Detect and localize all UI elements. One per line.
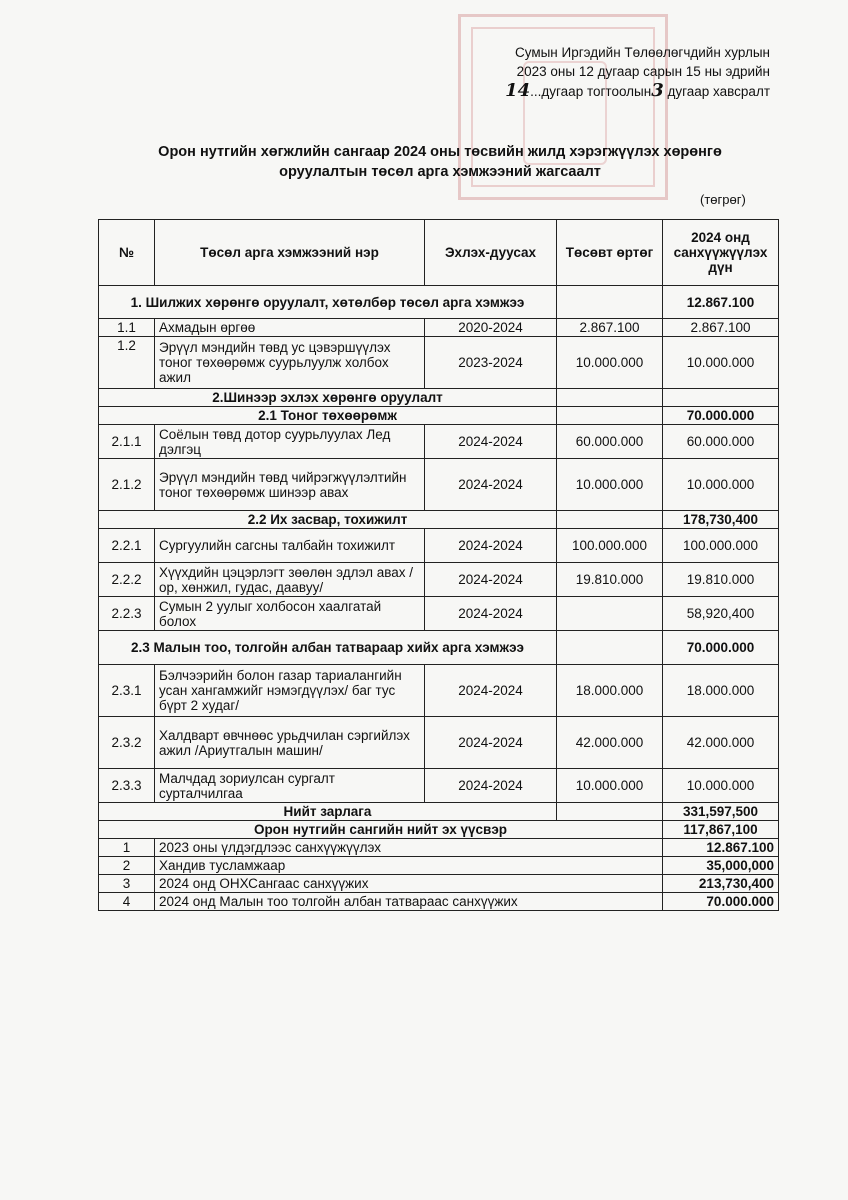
subsection-label: 2.2 Их засвар, тохижилт (99, 511, 557, 529)
row-funding: 10.000.000 (663, 769, 779, 803)
appendix-number: 3 (651, 80, 664, 101)
page-title (100, 142, 780, 182)
table-row (99, 425, 779, 459)
row-cost: 10.000.000 (557, 769, 663, 803)
table-row (99, 319, 779, 337)
empty-cell (557, 286, 663, 319)
total-expense-value: 331,597,500 (663, 803, 779, 821)
row-cost: 100.000.000 (557, 529, 663, 563)
row-no: 2.2.2 (99, 563, 155, 597)
source-value: 12.867.100 (663, 839, 779, 857)
row-name: Хүүхдийн цэцэрлэгт зөөлөн эдлэл авах /ор, хөнжил, гудас, даавуу/ (155, 563, 425, 597)
row-name: Соёлын төвд дотор суурьлуулах Лед дэлгэц (155, 425, 425, 459)
source-name: 2023 оны үлдэгдлээс санхүүжүүлэх (155, 839, 663, 857)
total-source-row (99, 821, 779, 839)
row-period: 2023-2024 (425, 337, 557, 389)
row-funding: 42.000.000 (663, 717, 779, 769)
row-period: 2024-2024 (425, 425, 557, 459)
title-line-1: Орон нутгийн хөгжлийн сангаар 2024 оны төсвийн жилд хэрэгжүүлэх хөрөнгө (158, 144, 722, 160)
col-header-name: Төсөл арга хэмжээний нэр (155, 220, 425, 286)
row-funding: 10.000.000 (663, 337, 779, 389)
table-row (99, 665, 779, 717)
approval-line-2: 2023 оны 12 дугаар сарын 15 ны эдрийн (516, 64, 770, 79)
row-funding: 100.000.000 (663, 529, 779, 563)
total-source-value: 117,867,100 (663, 821, 779, 839)
row-no: 2.1.1 (99, 425, 155, 459)
empty-cell (557, 631, 663, 665)
row-funding: 10.000.000 (663, 459, 779, 511)
empty-cell (557, 389, 663, 407)
row-funding: 58,920,400 (663, 597, 779, 631)
title-line-2: оруулалтын төсөл арга хэмжээний жагсаалт (279, 164, 601, 180)
empty-cell (557, 407, 663, 425)
row-name: Эрүүл мэндийн төвд ус цэвэршүүлэх тоног төхөөрөмж суурьлуулж холбох ажил (155, 337, 425, 389)
row-period: 2020-2024 (425, 319, 557, 337)
total-expense-label: Нийт зарлага (99, 803, 557, 821)
row-period: 2024-2024 (425, 563, 557, 597)
total-source-label: Орон нутгийн сангийн нийт эх үүсвэр (99, 821, 663, 839)
source-name: 2024 онд ОНХСангаас санхүүжих (155, 875, 663, 893)
row-cost: 2.867.100 (557, 319, 663, 337)
source-no: 4 (99, 893, 155, 911)
row-cost: 10.000.000 (557, 337, 663, 389)
row-no: 2.1.2 (99, 459, 155, 511)
row-period: 2024-2024 (425, 597, 557, 631)
row-cost: 18.000.000 (557, 665, 663, 717)
source-name: Хандив тусламжаар (155, 857, 663, 875)
row-name: Эрүүл мэндийн төвд чийрэгжүүлэлтийн тоног төхөөрөмж шинээр авах (155, 459, 425, 511)
row-funding: 2.867.100 (663, 319, 779, 337)
row-cost: 60.000.000 (557, 425, 663, 459)
section-total: 12.867.100 (663, 286, 779, 319)
row-name: Ахмадын өргөө (155, 319, 425, 337)
source-value: 35,000,000 (663, 857, 779, 875)
col-header-no: № (99, 220, 155, 286)
row-period: 2024-2024 (425, 459, 557, 511)
source-value: 213,730,400 (663, 875, 779, 893)
row-no: 2.2.3 (99, 597, 155, 631)
subsection-total: 70.000.000 (663, 407, 779, 425)
table-row (99, 529, 779, 563)
section-label: 2.Шинээр эхлэх хөрөнгө оруулалт (99, 389, 557, 407)
source-no: 2 (99, 857, 155, 875)
approval-line-3 (505, 81, 770, 101)
row-no: 2.3.1 (99, 665, 155, 717)
approval-text-b: дугаар хавсралт (667, 84, 770, 99)
row-funding: 18.000.000 (663, 665, 779, 717)
source-row (99, 857, 779, 875)
row-name: Сумын 2 уулыг холбосон хаалгатай болох (155, 597, 425, 631)
source-row (99, 875, 779, 893)
table-row (99, 769, 779, 803)
col-header-cost: Төсөвт өртөг (557, 220, 663, 286)
row-name: Малчдад зориулсан сургалт сурталчилгаа (155, 769, 425, 803)
source-value: 70.000.000 (663, 893, 779, 911)
subsection-total: 70.000.000 (663, 631, 779, 665)
row-name: Сургуулийн сагсны талбайн тохижилт (155, 529, 425, 563)
approval-line-1: Сумын Иргэдийн Төлөөлөгчдийн хурлын (514, 45, 770, 60)
row-no: 2.3.2 (99, 717, 155, 769)
section-label: 1. Шилжих хөрөнгө оруулалт, хөтөлбөр төсөл арга хэмжээ (99, 286, 557, 319)
table-row (99, 563, 779, 597)
header-row (99, 220, 779, 286)
subsection-label: 2.3 Малын тоо, толгойн албан татвараар хийх арга хэмжээ (99, 631, 557, 665)
subsection-label: 2.1 Тоног төхөөрөмж (99, 407, 557, 425)
source-row (99, 893, 779, 911)
row-period: 2024-2024 (425, 769, 557, 803)
row-no: 2.3.3 (99, 769, 155, 803)
row-cost: 10.000.000 (557, 459, 663, 511)
table-row (99, 597, 779, 631)
row-no: 1.2 (99, 337, 155, 389)
approval-text-a: ...дугаар тогтоолын (530, 84, 652, 99)
section-row (99, 389, 779, 407)
col-header-period: Эхлэх-дуусах (425, 220, 557, 286)
col-header-funding: 2024 онд санхүүжүүлэх дүн (663, 220, 779, 286)
table-row (99, 459, 779, 511)
row-cost: 19.810.000 (557, 563, 663, 597)
currency-unit: (төгрөг) (700, 192, 746, 207)
table-row (99, 717, 779, 769)
table-row (99, 337, 779, 389)
resolution-number: 14 (505, 80, 531, 101)
subsection-row (99, 407, 779, 425)
approval-note (505, 43, 770, 101)
section-row (99, 286, 779, 319)
row-cost: 42.000.000 (557, 717, 663, 769)
source-no: 1 (99, 839, 155, 857)
row-period: 2024-2024 (425, 529, 557, 563)
row-funding: 60.000.000 (663, 425, 779, 459)
row-funding: 19.810.000 (663, 563, 779, 597)
subsection-total: 178,730,400 (663, 511, 779, 529)
empty-cell (663, 389, 779, 407)
subsection-row (99, 631, 779, 665)
row-period: 2024-2024 (425, 665, 557, 717)
source-name: 2024 онд Малын тоо толгойн албан татвараас санхүүжих (155, 893, 663, 911)
row-name: Бэлчээрийн болон газар тариалангийн усан хангамжийг нэмэгдүүлэх/ баг тус бүрт 2 худаг/ (155, 665, 425, 717)
row-no: 2.2.1 (99, 529, 155, 563)
projects-table (98, 219, 779, 911)
row-period: 2024-2024 (425, 717, 557, 769)
source-no: 3 (99, 875, 155, 893)
row-name: Халдварт өвчнөөс урьдчилан сэргийлэх ажил /Ариутгалын машин/ (155, 717, 425, 769)
empty-cell (557, 803, 663, 821)
empty-cell (557, 511, 663, 529)
source-row (99, 839, 779, 857)
row-no: 1.1 (99, 319, 155, 337)
subsection-row (99, 511, 779, 529)
total-expense-row (99, 803, 779, 821)
row-cost (557, 597, 663, 631)
